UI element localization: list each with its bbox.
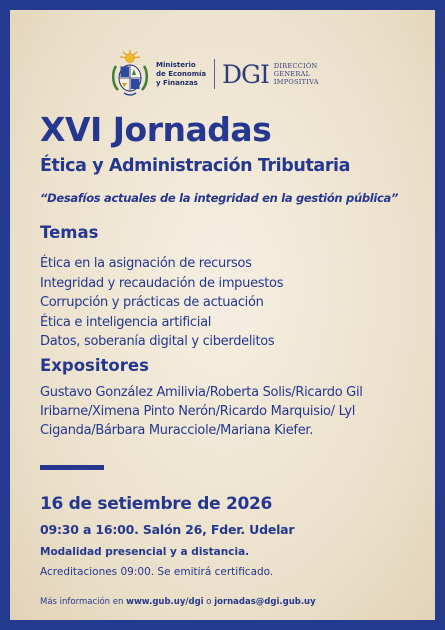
dgi-full-name xyxy=(274,62,319,86)
coat-of-arms-icon xyxy=(110,50,150,98)
event-date: 16 de setiembre de 2026 xyxy=(40,494,273,514)
dgi-name-line: DIRECCIÓN xyxy=(273,62,318,70)
event-modality: Modalidad presencial y a distancia. xyxy=(40,546,250,558)
speakers-list: Gustavo González Amilivia/Roberta Solis/Ricardo Gil Iribarne/Ximena Pinto Nerón/Ricardo Marquisio/ Lyl Ciganda/Bárbara Muracciole/Mariana Kiefer. xyxy=(40,385,363,438)
dgi-name-line: IMPOSITIVA xyxy=(273,78,319,86)
topic-item: Datos, soberanía digital y ciberdelitos xyxy=(40,334,275,349)
event-time-venue: 09:30 a 16:00. Salón 26, Fder. Udelar xyxy=(40,522,295,537)
ministry-line: de Economía xyxy=(156,69,207,78)
website-link[interactable]: www.gub.uy/dgi xyxy=(126,597,204,607)
header-logos xyxy=(110,48,355,100)
topics-heading: Temas xyxy=(40,223,99,242)
topic-item: Integridad y recaudación de impuestos xyxy=(40,275,284,291)
more-info-prefix: Más información en xyxy=(40,597,127,607)
event-title: XVI Jornadas xyxy=(40,110,272,149)
topic-item: Ética en la asignación de recursos xyxy=(40,256,252,271)
topic-item: Corrupción y prácticas de actuación xyxy=(40,295,264,310)
event-subtitle: Ética y Administración Tributaria xyxy=(40,156,351,176)
dgi-logo: DGI xyxy=(222,59,269,89)
event-accreditation: Acreditaciones 09:00. Se emitirá certificado. xyxy=(40,566,274,578)
more-info xyxy=(40,597,316,607)
ministry-line: Ministerio xyxy=(156,60,196,69)
dgi-name-line: GENERAL xyxy=(273,70,311,78)
section-divider xyxy=(40,465,104,470)
ministry-line: y Finanzas xyxy=(156,78,198,87)
speakers-heading: Expositores xyxy=(40,356,149,375)
event-tagline: “Desafíos actuales de la integridad en la gestión pública” xyxy=(40,191,399,205)
more-info-connector: o xyxy=(203,597,215,607)
topic-item: Ética e inteligencia artificial xyxy=(40,314,212,330)
email-link[interactable]: jornadas@dgi.gub.uy xyxy=(214,597,316,607)
header-divider xyxy=(214,59,215,89)
ministry-name xyxy=(156,61,210,88)
topics-list xyxy=(40,254,283,352)
